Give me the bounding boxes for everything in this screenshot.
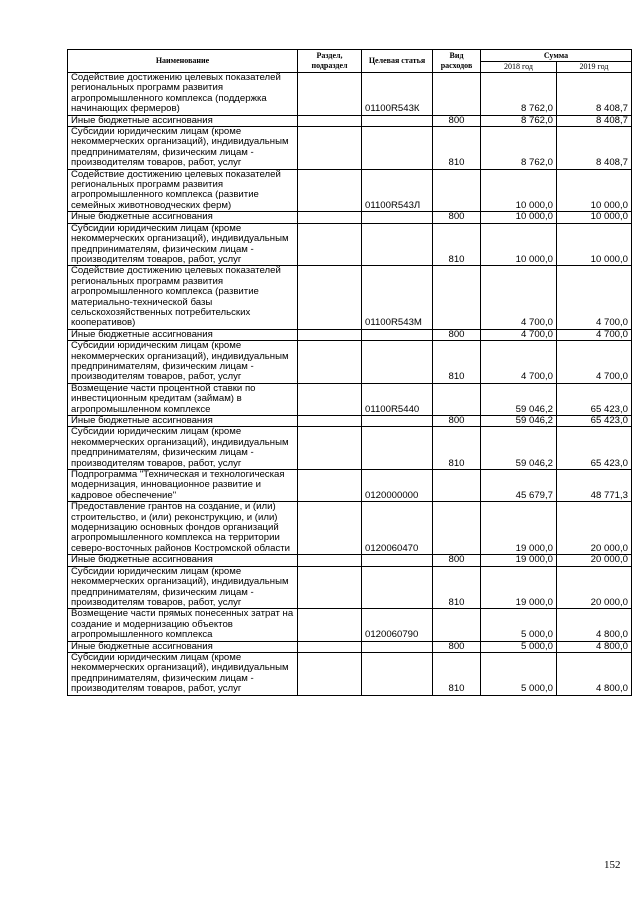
- header-name: Наименование: [68, 50, 298, 73]
- cell-sum-2019: 65 423,0: [557, 416, 632, 427]
- table-row: [68, 266, 632, 329]
- table-row: [68, 502, 632, 555]
- cell-sum-2019: 48 771,3: [557, 470, 632, 502]
- cell-expense-type: [433, 73, 481, 116]
- cell-sum-2018: 59 046,2: [481, 416, 557, 427]
- cell-section: [298, 266, 362, 329]
- cell-name: Иные бюджетные ассигнования: [68, 641, 298, 652]
- cell-sum-2019: 20 000,0: [557, 555, 632, 566]
- cell-name: Возмещение части прямых понесенных затрат на создание и модернизацию объектов агропромышленного комплекса: [68, 609, 298, 641]
- cell-expense-type: 810: [433, 427, 481, 470]
- cell-sum-2018: 45 679,7: [481, 470, 557, 502]
- cell-name: Субсидии юридическим лицам (кроме некоммерческих организаций), индивидуальным предпринимателям, физическим лицам - производителям товаров, работ, услуг: [68, 566, 298, 609]
- cell-section: [298, 169, 362, 212]
- table-row: [68, 566, 632, 609]
- header-expense-type: Вид расходов: [433, 50, 481, 73]
- cell-expense-type: 810: [433, 127, 481, 170]
- cell-sum-2018: 19 000,0: [481, 502, 557, 555]
- cell-expense-type: 800: [433, 555, 481, 566]
- cell-target-article: 0120000000: [362, 470, 433, 502]
- cell-expense-type: [433, 266, 481, 329]
- cell-expense-type: 810: [433, 652, 481, 695]
- table-row: [68, 470, 632, 502]
- cell-sum-2018: 8 762,0: [481, 115, 557, 126]
- table-row: [68, 329, 632, 340]
- header-sum: Сумма: [481, 50, 632, 62]
- cell-name: Субсидии юридическим лицам (кроме некоммерческих организаций), индивидуальным предпринимателям, физическим лицам - производителям товаров, работ, услуг: [68, 223, 298, 266]
- cell-target-article: 01100R543М: [362, 266, 433, 329]
- cell-sum-2018: 4 700,0: [481, 266, 557, 329]
- cell-target-article: [362, 641, 433, 652]
- cell-expense-type: [433, 609, 481, 641]
- cell-sum-2019: 65 423,0: [557, 383, 632, 415]
- cell-sum-2019: 10 000,0: [557, 223, 632, 266]
- cell-target-article: [362, 115, 433, 126]
- cell-name: Иные бюджетные ассигнования: [68, 212, 298, 223]
- table-row: [68, 341, 632, 384]
- table-row: [68, 115, 632, 126]
- cell-sum-2019: 4 800,0: [557, 652, 632, 695]
- cell-sum-2019: 10 000,0: [557, 212, 632, 223]
- header-target-article: Целевая статья: [362, 50, 433, 73]
- table-body: [68, 73, 632, 696]
- cell-sum-2018: 59 046,2: [481, 383, 557, 415]
- cell-target-article: [362, 223, 433, 266]
- cell-name: Иные бюджетные ассигнования: [68, 115, 298, 126]
- table-row: [68, 416, 632, 427]
- cell-expense-type: [433, 470, 481, 502]
- cell-section: [298, 427, 362, 470]
- cell-sum-2019: 4 700,0: [557, 329, 632, 340]
- cell-expense-type: 810: [433, 341, 481, 384]
- cell-sum-2019: 10 000,0: [557, 169, 632, 212]
- cell-section: [298, 416, 362, 427]
- cell-name: Содействие достижению целевых показателей региональных программ развития агропромышленного комплекса (развитие материально-технической базы сельскохозяйственных потребительских кооперативов): [68, 266, 298, 329]
- table-row: [68, 652, 632, 695]
- cell-name: Иные бюджетные ассигнования: [68, 329, 298, 340]
- cell-name: Иные бюджетные ассигнования: [68, 555, 298, 566]
- cell-name: Субсидии юридическим лицам (кроме некоммерческих организаций), индивидуальным предпринимателям, физическим лицам - производителям товаров, работ, услуг: [68, 652, 298, 695]
- cell-section: [298, 652, 362, 695]
- cell-expense-type: 810: [433, 223, 481, 266]
- cell-section: [298, 555, 362, 566]
- cell-target-article: [362, 329, 433, 340]
- cell-section: [298, 223, 362, 266]
- cell-expense-type: 800: [433, 329, 481, 340]
- cell-section: [298, 127, 362, 170]
- header-year-2019: 2019 год: [557, 62, 632, 73]
- cell-expense-type: [433, 383, 481, 415]
- header-section: Раздел, подраздел: [298, 50, 362, 73]
- cell-target-article: [362, 127, 433, 170]
- cell-section: [298, 115, 362, 126]
- cell-expense-type: 800: [433, 212, 481, 223]
- cell-target-article: [362, 212, 433, 223]
- cell-name: Иные бюджетные ассигнования: [68, 416, 298, 427]
- cell-section: [298, 502, 362, 555]
- cell-target-article: [362, 341, 433, 384]
- cell-section: [298, 73, 362, 116]
- cell-sum-2018: 8 762,0: [481, 127, 557, 170]
- cell-section: [298, 341, 362, 384]
- cell-target-article: 01100R543К: [362, 73, 433, 116]
- header-year-2018: 2018 год: [481, 62, 557, 73]
- cell-expense-type: 800: [433, 115, 481, 126]
- cell-name: Содействие достижению целевых показателей региональных программ развития агропромышленного комплекса (поддержка начинающих фермеров): [68, 73, 298, 116]
- cell-sum-2018: 10 000,0: [481, 212, 557, 223]
- cell-name: Содействие достижению целевых показателей региональных программ развития агропромышленного комплекса (развитие семейных животноводческих ферм): [68, 169, 298, 212]
- cell-expense-type: 810: [433, 566, 481, 609]
- cell-sum-2019: 8 408,7: [557, 127, 632, 170]
- cell-sum-2019: 4 800,0: [557, 641, 632, 652]
- cell-section: [298, 383, 362, 415]
- table-row: [68, 641, 632, 652]
- table-row: [68, 169, 632, 212]
- cell-section: [298, 609, 362, 641]
- cell-target-article: 0120060470: [362, 502, 433, 555]
- table-row: [68, 127, 632, 170]
- cell-expense-type: [433, 169, 481, 212]
- cell-name: Субсидии юридическим лицам (кроме некоммерческих организаций), индивидуальным предпринимателям, физическим лицам - производителям товаров, работ, услуг: [68, 427, 298, 470]
- cell-sum-2019: 20 000,0: [557, 502, 632, 555]
- cell-target-article: [362, 416, 433, 427]
- cell-sum-2019: 8 408,7: [557, 73, 632, 116]
- table-row: [68, 223, 632, 266]
- cell-sum-2018: 4 700,0: [481, 329, 557, 340]
- cell-target-article: 01100R543Л: [362, 169, 433, 212]
- cell-sum-2018: 59 046,2: [481, 427, 557, 470]
- cell-sum-2018: 5 000,0: [481, 641, 557, 652]
- cell-sum-2018: 5 000,0: [481, 609, 557, 641]
- cell-sum-2018: 10 000,0: [481, 169, 557, 212]
- cell-sum-2019: 65 423,0: [557, 427, 632, 470]
- cell-section: [298, 470, 362, 502]
- table-row: [68, 73, 632, 116]
- cell-expense-type: 800: [433, 416, 481, 427]
- cell-sum-2018: 4 700,0: [481, 341, 557, 384]
- table-row: [68, 555, 632, 566]
- cell-expense-type: 800: [433, 641, 481, 652]
- cell-section: [298, 212, 362, 223]
- cell-sum-2018: 19 000,0: [481, 566, 557, 609]
- budget-table-sheet: [67, 49, 631, 696]
- cell-target-article: [362, 652, 433, 695]
- cell-sum-2018: 8 762,0: [481, 73, 557, 116]
- cell-target-article: [362, 427, 433, 470]
- cell-sum-2018: 5 000,0: [481, 652, 557, 695]
- cell-sum-2018: 19 000,0: [481, 555, 557, 566]
- cell-target-article: [362, 566, 433, 609]
- cell-name: Субсидии юридическим лицам (кроме некоммерческих организаций), индивидуальным предпринимателям, физическим лицам - производителям товаров, работ, услуг: [68, 341, 298, 384]
- cell-section: [298, 329, 362, 340]
- table-row: [68, 609, 632, 641]
- cell-sum-2019: 4 700,0: [557, 341, 632, 384]
- page-number: 152: [604, 859, 621, 871]
- cell-target-article: 0120060790: [362, 609, 433, 641]
- cell-target-article: 01100R5440: [362, 383, 433, 415]
- cell-sum-2019: 4 800,0: [557, 609, 632, 641]
- table-row: [68, 427, 632, 470]
- cell-sum-2019: 4 700,0: [557, 266, 632, 329]
- table-row: [68, 383, 632, 415]
- table-row: [68, 212, 632, 223]
- cell-section: [298, 641, 362, 652]
- cell-target-article: [362, 555, 433, 566]
- budget-table: [67, 49, 632, 696]
- cell-expense-type: [433, 502, 481, 555]
- cell-name: Возмещение части процентной ставки по инвестиционным кредитам (займам) в агропромышленном комплексе: [68, 383, 298, 415]
- cell-section: [298, 566, 362, 609]
- cell-name: Подпрограмма "Техническая и технологическая модернизация, инновационное развитие и кадровое обеспечение": [68, 470, 298, 502]
- cell-sum-2019: 20 000,0: [557, 566, 632, 609]
- cell-sum-2018: 10 000,0: [481, 223, 557, 266]
- cell-sum-2019: 8 408,7: [557, 115, 632, 126]
- cell-name: Субсидии юридическим лицам (кроме некоммерческих организаций), индивидуальным предпринимателям, физическим лицам - производителям товаров, работ, услуг: [68, 127, 298, 170]
- cell-name: Предоставление грантов на создание, и (или) строительство, и (или) реконструкцию, и (или) модернизацию основных фондов организаций агропромышленного комплекса на территории северо-восточных районов Костромской области: [68, 502, 298, 555]
